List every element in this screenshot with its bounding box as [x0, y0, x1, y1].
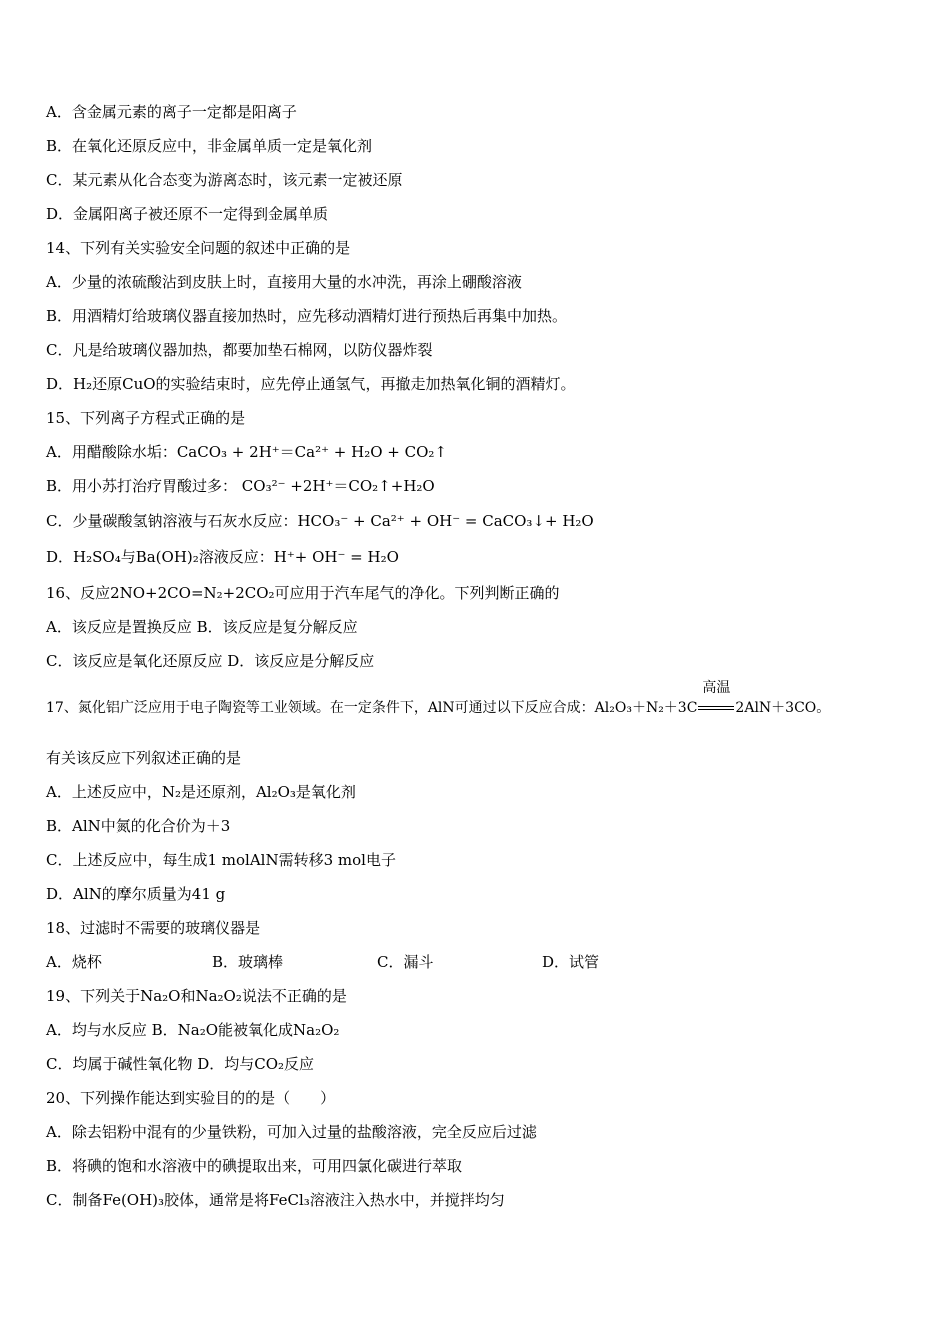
equals-arrow [698, 706, 734, 710]
option-line: A．用醋酸除水垢：CaCO₃ + 2H⁺＝Ca²⁺ + H₂O + CO₂↑ [46, 443, 447, 461]
question-18-stem: 18、过滤时不需要的玻璃仪器是 [46, 919, 261, 937]
option-line: B．在氧化还原反应中，非金属单质一定是氧化剂 [46, 137, 373, 155]
question-14-stem: 14、下列有关实验安全问题的叙述中正确的是 [46, 239, 351, 257]
option-line: A．含金属元素的离子一定都是阳离子 [46, 103, 297, 121]
option-d: D．试管 [542, 953, 600, 971]
question-16-stem: 16、反应2NO+2CO=N₂+2CO₂可应用于汽车尾气的净化。下列判断正确的 [46, 584, 560, 602]
option-line: A．少量的浓硫酸沾到皮肤上时，直接用大量的水冲洗，再涂上硼酸溶液 [46, 273, 522, 291]
condition-label: 高温 [702, 680, 731, 696]
option-line: D．H₂还原CuO的实验结束时，应先停止通氢气，再撤走加热氧化铜的酒精灯。 [46, 375, 576, 393]
option-line: B．用酒精灯给玻璃仪器直接加热时，应先移动酒精灯进行预热后再集中加热。 [46, 307, 568, 325]
question-15-stem: 15、下列离子方程式正确的是 [46, 409, 246, 427]
option-line: C．该反应是氧化还原反应 D．该反应是分解反应 [46, 652, 375, 670]
option-line: C．某元素从化合态变为游离态时，该元素一定被还原 [46, 171, 403, 189]
option-line: C．少量碳酸氢钠溶液与石灰水反应：HCO₃⁻ + Ca²⁺ + OH⁻ = CaCO₃↓+ H₂O [46, 512, 594, 530]
option-line: C．制备Fe(OH)₃胶体，通常是将FeCl₃溶液注入热水中，并搅拌均匀 [46, 1191, 505, 1209]
option-line: D．AlN的摩尔质量为41 g [46, 885, 226, 903]
option-line: D．金属阳离子被还原不一定得到金属单质 [46, 205, 329, 223]
option-line: A．上述反应中，N₂是还原剂，Al₂O₃是氧化剂 [46, 783, 356, 801]
option-line: C．上述反应中，每生成1 molAlN需转移3 mol电子 [46, 851, 396, 869]
option-line: A．除去铝粉中混有的少量铁粉，可加入过量的盐酸溶液，完全反应后过滤 [46, 1123, 537, 1141]
question-17-stem2: 有关该反应下列叙述正确的是 [46, 749, 242, 767]
option-line: C．凡是给玻璃仪器加热，都要加垫石棉网，以防仪器炸裂 [46, 341, 433, 359]
option-line: B．用小苏打治疗胃酸过多： CO₃²⁻ +2H⁺＝CO₂↑+H₂O [46, 477, 435, 495]
question-20-stem: 20、下列操作能达到实验目的的是（ ） [46, 1089, 336, 1107]
option-line: A．该反应是置换反应 B．该反应是复分解反应 [46, 618, 358, 636]
question-17-products: 2AlN＋3CO。 [735, 700, 831, 716]
option-line: B．将碘的饱和水溶液中的碘提取出来，可用四氯化碳进行萃取 [46, 1157, 463, 1175]
option-line: A．均与水反应 B．Na₂O能被氧化成Na₂O₂ [46, 1021, 340, 1039]
option-line: B．AlN中氮的化合价为＋3 [46, 817, 231, 835]
option-a: A．烧杯 [46, 953, 102, 971]
reaction-condition [697, 680, 735, 718]
option-line: C．均属于碱性氧化物 D．均与CO₂反应 [46, 1055, 315, 1073]
option-line: D．H₂SO₄与Ba(OH)₂溶液反应：H⁺+ OH⁻ = H₂O [46, 548, 399, 566]
question-17-stem [46, 680, 831, 718]
option-c: C．漏斗 [377, 953, 434, 971]
question-19-stem: 19、下列关于Na₂O和Na₂O₂说法不正确的是 [46, 987, 347, 1005]
option-b: B．玻璃棒 [212, 953, 284, 971]
question-17-reactants: 17、氮化铝广泛应用于电子陶瓷等工业领域。在一定条件下，AlN可通过以下反应合成：Al₂O₃＋N₂＋3C [46, 700, 698, 716]
